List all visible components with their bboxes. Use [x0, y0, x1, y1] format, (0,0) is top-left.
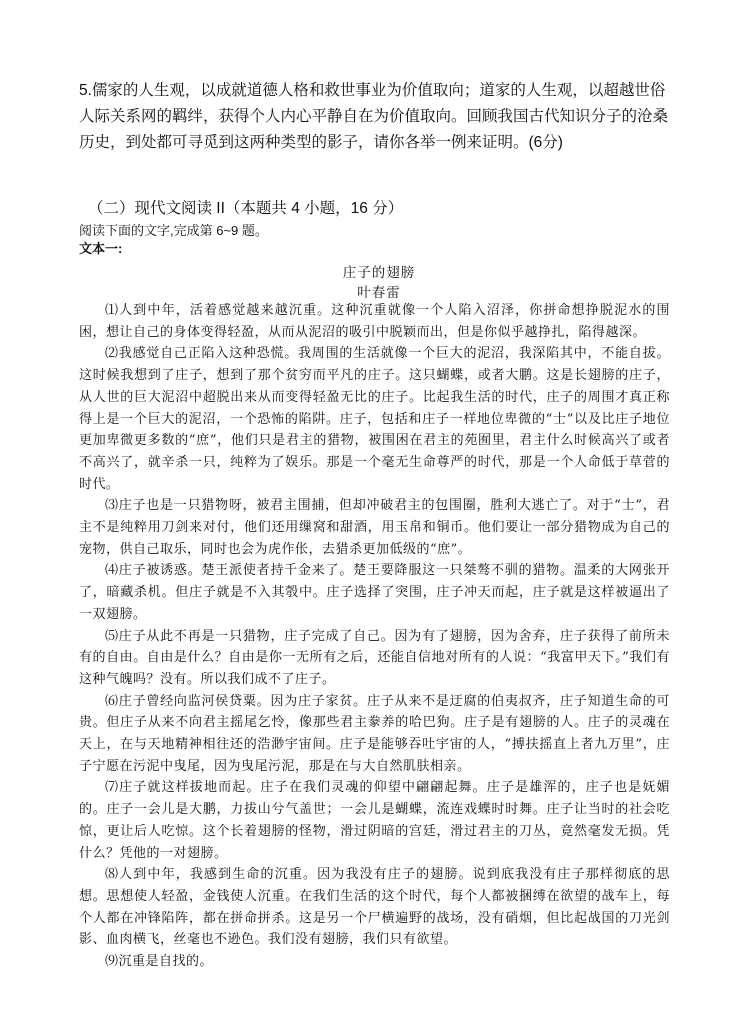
article-author: 叶春雷 — [357, 285, 401, 301]
article-paragraph-9: ⑼沉重是自找的。 — [105, 954, 214, 970]
article-paragraph-6: ⑹庄子曾经向监河侯贷粟。因为庄子家贫。庄子从来不是迂腐的伯夷叔齐，庄子知道生命的可贵。但庄子从来不向君主摇尾乞怜，像那些君主豢养的哈巴狗。庄子是有翅膀的人。庄子的灵魂在天上，在与天地精神相往还的浩渺宇宙间。庄子是能够吞吐宇宙的人，“搏扶摇直上者九万里”，庄子宁愿在污泥中曳尾，因为曳尾污泥，那是在与大自然肌肤相亲。 — [79, 693, 670, 774]
article-paragraph-4: ⑷庄子被诱惑。楚王派使者持千金来了。楚王要降服这一只桀骜不驯的猎物。温柔的大网张开了，暗藏杀机。但庄子就是不入其彀中。庄子选择了突围，庄子冲天而起，庄子就是这样被逼出了一双翅膀。 — [79, 563, 670, 622]
article-paragraph-7: ⑺庄子就这样拔地而起。庄子在我们灵魂的仰望中翩翩起舞。庄子是雄浑的，庄子也是妩媚的。庄子一会儿是大鹏，力拔山兮气盖世；一会儿是蝴蝶，流连戏蝶时时舞。庄子让当时的社会吃惊，更让后人吃惊。这个长着翅膀的怪物，滑过阴暗的宫廷，滑过君主的刀丛，竟然毫发无损。凭什么？凭他的一对翅膀。 — [79, 780, 670, 861]
article-title: 庄子的翅膀 — [342, 265, 416, 281]
article-body — [79, 300, 670, 973]
article-paragraph-3: ⑶庄子也是一只猎物呀，被君主围捕，但却冲破君主的包围圈，胜利大逃亡了。对于“士”，君主不是纯粹用刀剑来对付，他们还用缫窝和甜酒，用玉帛和铜币。他们要让一部分猎物成为自己的宠物，供自己取乐，同时也会为虎作伥，去猎杀更加低级的“庶”。 — [79, 498, 670, 557]
text-label: 文本一: — [79, 241, 123, 256]
article-paragraph-2: ⑵我感觉自己正陷入这种恐慌。我周围的生活就像一个巨大的泥沼，我深陷其中，不能自拔。这时候我想到了庄子，想到了那个贫穷而平凡的庄子。这只蝴蝶，或者大鹏。这是长翅膀的庄子，从人世的巨大泥沼中超脱出来从而变得轻盈无比的庄子。比起我生活的时代，庄子的周围才真正称得上是一个巨大的泥沼，一个恐怖的陷阱。庄子，包括和庄子一样地位卑微的“士”以及比庄子地位更加卑微更多数的“庶”，他们只是君主的猎物，被围困在君主的苑囿里，君主什么时候高兴了或者不高兴了，就辛杀一只，纯粹为了娱乐。那是一个毫无生命尊严的时代，那是一个人命低于草菅的时代。 — [79, 346, 670, 492]
question-5-text: 5.儒家的人生观，以成就道德人格和救世事业为价值取向；道家的人生观，以超越世俗人际关系网的羁绊，获得个人内心平静自在为价值取向。回顾我国古代知识分子的沧桑历史，到处都可寻觅到这两种类型的影子，请你各举一例来证明。(6分) — [79, 82, 669, 151]
article-paragraph-8: ⑻人到中年，我感到生命的沉重。因为我没有庄子的翅膀。说到底我没有庄子那样彻底的思想。思想使人轻盈，金钱使人沉重。在我们生活的这个时代，每个人都被捆缚在欲望的战车上，每个人都在冲锋陷阵，都在拼命拼杀。这是另一个尸横遍野的战场，没有硝烟，但比起战国的刀光剑影、血肉横飞，丝毫也不逊色。我们没有翅膀，我们只有欲望。 — [79, 867, 670, 948]
article-paragraph-1: ⑴人到中年，活着感觉越来越沉重。这种沉重就像一个人陷入沼泽，你拼命想挣脱泥水的围困，想让自己的身体变得轻盈，从而从泥沼的吸引中脱颖而出，但是你似乎越挣扎，陷得越深。 — [79, 303, 670, 340]
section-heading: （二）现代文阅读 II（本题共 4 小题，16 分） — [88, 200, 404, 217]
article-paragraph-5: ⑸庄子从此不再是一只猎物，庄子完成了自己。因为有了翅膀，因为舍弃，庄子获得了前所未有的自由。自由是什么？自由是你一无所有之后，还能自信地对所有的人说：“我富甲天下。”我们有这种气魄吗？没有。所以我们成不了庄子。 — [79, 628, 670, 687]
question-5 — [79, 78, 679, 156]
reading-instruction: 阅读下面的文字,完成第 6~9 题。 — [79, 223, 268, 238]
